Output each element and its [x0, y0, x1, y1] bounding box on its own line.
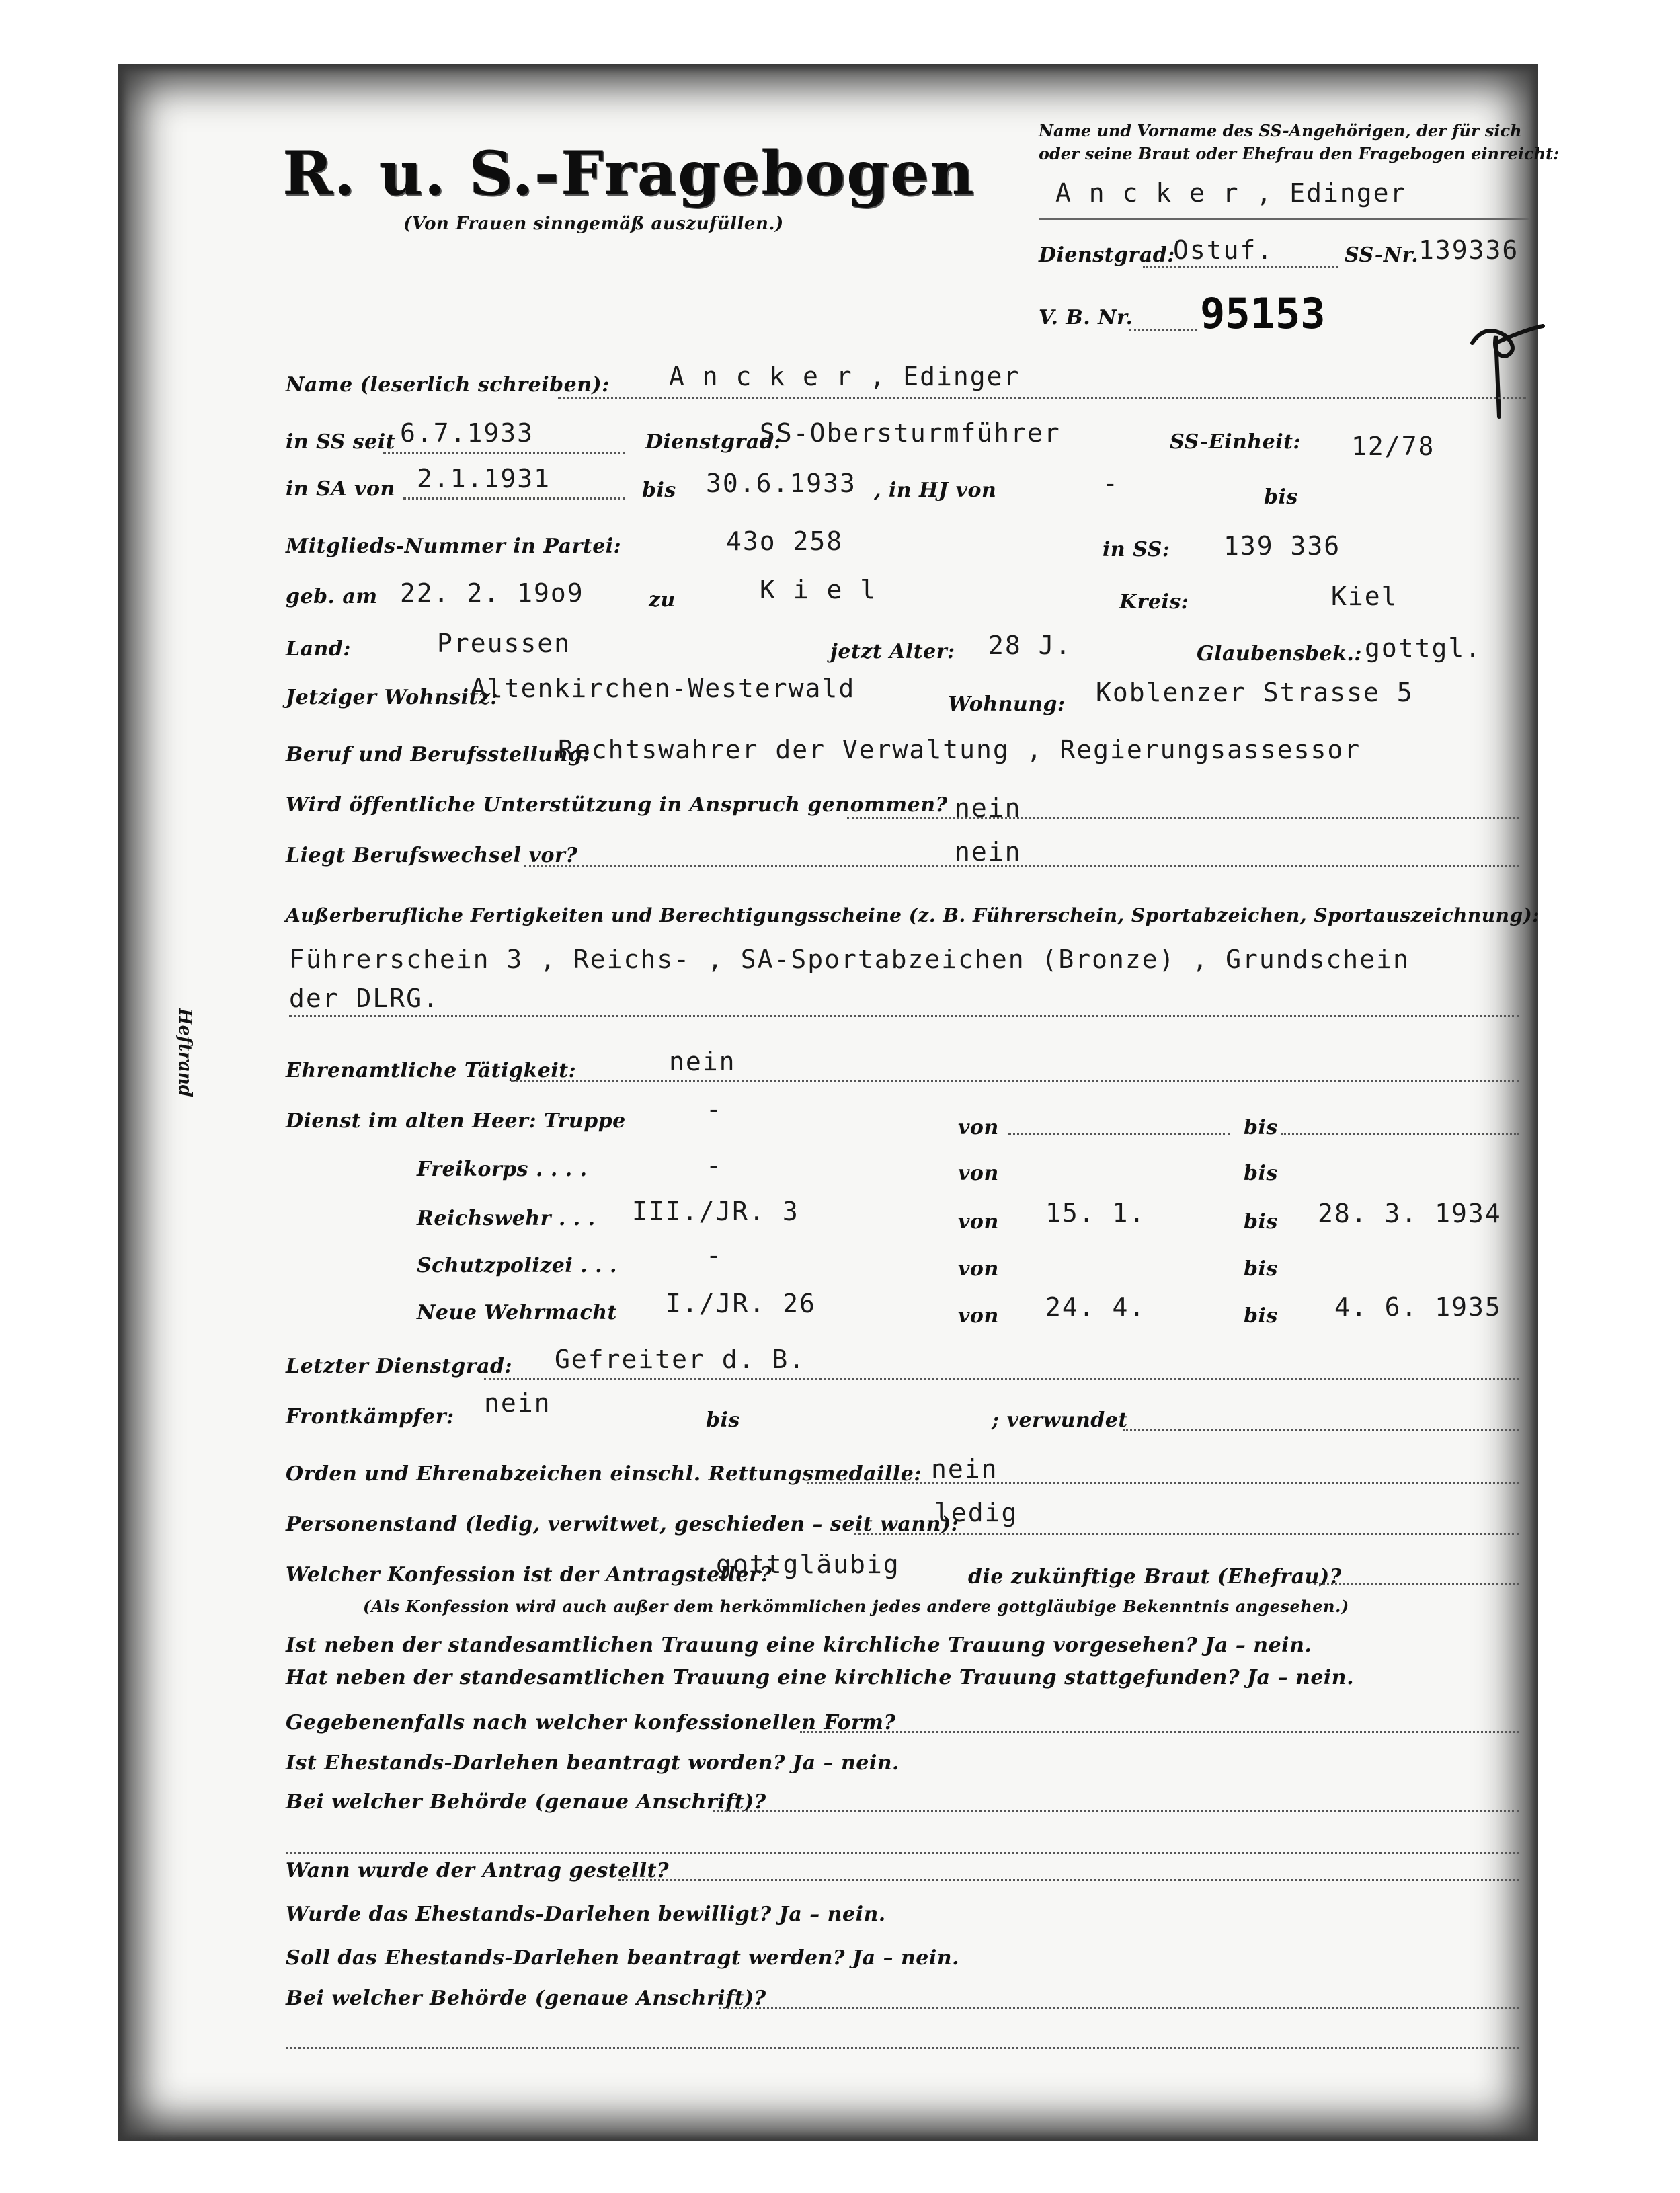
service-row4-unit: I./JR. 26: [666, 1289, 816, 1318]
dotted-line: [403, 497, 625, 500]
stand-value: ledig: [934, 1498, 1018, 1527]
name-label: Name (leserlich schreiben):: [286, 373, 610, 397]
kreis-label: Kreis:: [1119, 590, 1189, 614]
question-konfessionelle-form: Gegebenenfalls nach welcher konfessionellen Form?: [286, 1711, 896, 1735]
konfession-note: (Als Konfession wird auch außer dem herkömmlichen jedes andere gottgläubige Bekenntnis angesehen.): [363, 1597, 1349, 1616]
beruf-label: Beruf und Berufsstellung:: [286, 743, 591, 766]
hj-bis-label: bis: [1264, 485, 1298, 509]
service-row2-von: von: [958, 1210, 999, 1234]
glauben-value: gottgl.: [1365, 633, 1482, 663]
hj-label: , in HJ von: [874, 479, 997, 502]
form-subtitle: (Von Frauen sinngemäß auszufüllen.): [403, 214, 784, 234]
dotted-line: [558, 397, 1526, 399]
question-darlehen-bewilligt: Wurde das Ehestands-Darlehen bewilligt? Ja – nein.: [286, 1903, 886, 1926]
signature-mark: [1466, 316, 1546, 430]
kreis-value: Kiel: [1331, 582, 1398, 611]
service-row0-unit: -: [706, 1094, 723, 1124]
service-row4-bis: bis: [1244, 1304, 1278, 1328]
dotted-line: [1143, 266, 1338, 268]
name-value: A n c k e r , Edinger: [669, 362, 1021, 391]
fertigkeiten-line1: Führerschein 3 , Reichs- , SA-Sportabzeichen (Bronze) , Grundschein: [289, 945, 1410, 974]
question-darlehen-soll: Soll das Ehestands-Darlehen beantragt werden? Ja – nein.: [286, 1946, 960, 1970]
alter-label: jetzt Alter:: [830, 640, 955, 664]
question-kirchlich-stattgefunden: Hat neben der standesamtlichen Trauung eine kirchliche Trauung stattgefunden? Ja – nein.: [286, 1666, 1355, 1689]
service-row1-label: Freikorps . . . .: [417, 1158, 588, 1181]
berufswechsel-value: nein: [955, 837, 1022, 867]
glauben-label: Glaubensbek.:: [1197, 642, 1362, 666]
dotted-line: [1129, 329, 1197, 331]
mitglied-label: Mitglieds-Nummer in Partei:: [286, 534, 622, 558]
vbnr-value: 95153: [1200, 289, 1326, 338]
dotted-line: [847, 817, 1519, 819]
wohnsitz-value: Altenkirchen-Westerwald: [471, 674, 856, 703]
service-row3-von: von: [958, 1257, 999, 1281]
einheit-label: SS-Einheit:: [1170, 430, 1302, 454]
service-heading: Dienst im alten Heer: Truppe: [286, 1109, 626, 1133]
orden-value: nein: [931, 1454, 998, 1484]
vbnr-label: V. B. Nr.: [1039, 306, 1133, 329]
sa-label: in SA von: [286, 477, 395, 501]
fertigkeiten-line2: der DLRG.: [289, 984, 440, 1013]
wohnung-label: Wohnung:: [948, 692, 1066, 716]
front-value: nein: [484, 1388, 551, 1418]
zu-value: K i e l: [760, 575, 877, 604]
question-darlehen-beantragt: Ist Ehestands-Darlehen beantragt worden? Ja – nein.: [286, 1751, 900, 1775]
service-row2-bis: bis: [1244, 1210, 1278, 1234]
konfession-value: gottgläubig: [716, 1550, 900, 1579]
heftrand-label: Heftrand: [175, 1008, 195, 1097]
zu-label: zu: [649, 588, 676, 612]
ehrenamt-value: nein: [669, 1047, 736, 1076]
question-kirchlich-vorgesehen: Ist neben der standesamtlichen Trauung eine kirchliche Trauung vorgesehen? Ja – nein.: [286, 1634, 1312, 1657]
dotted-line: [1123, 1429, 1519, 1431]
unterstuetzung-label: Wird öffentliche Unterstützung in Anspruch genommen?: [286, 793, 948, 817]
service-row3-bis: bis: [1244, 1257, 1278, 1281]
header-dienstgrad-value: Ostuf.: [1173, 235, 1274, 265]
in-ss-value: 139 336: [1224, 531, 1341, 561]
dotted-line: [286, 1852, 1519, 1854]
header-ssnr-label: SS-Nr.: [1345, 243, 1419, 267]
dienstgrad-value: SS-Obersturmführer: [760, 418, 1061, 448]
header-ssnr-value: 139336: [1418, 235, 1519, 265]
ss-since-value: 6.7.1933: [400, 418, 534, 448]
hj-from-value: -: [1103, 469, 1119, 498]
dotted-line: [1008, 1133, 1230, 1135]
front-label: Frontkämpfer:: [286, 1405, 454, 1429]
wohnsitz-label: Jetziger Wohnsitz:: [286, 686, 499, 709]
dotted-line: [1314, 1583, 1519, 1585]
mitglied-value: 43o 258: [726, 526, 844, 556]
dotted-line: [524, 865, 1519, 867]
dotted-line: [807, 1482, 1519, 1484]
header-note-line2: oder seine Braut oder Ehefrau den Fragebogen einreicht:: [1039, 144, 1560, 163]
service-row2-to: 28. 3. 1934: [1318, 1199, 1502, 1228]
land-value: Preussen: [437, 629, 571, 658]
braut-label: die zukünftige Braut (Ehefrau)?: [968, 1565, 1342, 1589]
service-row1-von: von: [958, 1162, 999, 1185]
unterstuetzung-value: nein: [955, 793, 1022, 823]
dotted-line: [286, 2047, 1519, 2049]
dotted-line: [713, 1810, 1519, 1812]
beruf-value: Rechtswahrer der Verwaltung , Regierungsassessor: [558, 735, 1361, 764]
in-ss-label: in SS:: [1103, 538, 1170, 561]
fertigkeiten-label: Außerberufliche Fertigkeiten und Berechtigungsscheine (z. B. Führerschein, Sportabzeichen, Sportauszeichnung):: [286, 904, 1540, 926]
dotted-line: [1281, 1133, 1519, 1135]
dotted-line: [484, 1378, 1519, 1380]
header-note-line1: Name und Vorname des SS-Angehörigen, der für sich: [1039, 121, 1522, 141]
service-row2-from: 15. 1.: [1045, 1198, 1146, 1228]
service-row1-bis: bis: [1244, 1162, 1278, 1185]
berufswechsel-label: Liegt Berufswechsel vor?: [286, 844, 578, 867]
header-name-line: [1039, 218, 1529, 220]
service-row4-from: 24. 4.: [1045, 1292, 1146, 1322]
dotted-line: [618, 1879, 1519, 1881]
service-row2-label: Reichswehr . . .: [417, 1207, 596, 1230]
stand-label: Personenstand (ledig, verwitwet, geschieden – seit wann):: [286, 1513, 959, 1536]
form-title: R. u. S.-Fragebogen: [282, 138, 975, 209]
dotted-line: [289, 1015, 1519, 1017]
header-dienstgrad-label: Dienstgrad:: [1039, 243, 1175, 267]
dotted-line: [800, 1731, 1519, 1733]
dienstgrad-label: Dienstgrad:: [645, 430, 782, 454]
ss-since-label: in SS seit: [286, 430, 395, 454]
service-row4-label: Neue Wehrmacht: [417, 1301, 617, 1324]
service-row4-to: 4. 6. 1935: [1334, 1292, 1502, 1322]
wohnung-value: Koblenzer Strasse 5: [1096, 678, 1414, 707]
sa-from-value: 2.1.1931: [417, 464, 551, 493]
service-row2-unit: III./JR. 3: [632, 1197, 799, 1226]
service-row3-unit: -: [706, 1240, 723, 1270]
dotted-line: [383, 452, 625, 454]
service-row3-label: Schutzpolizei . . .: [417, 1254, 617, 1277]
dotted-line: [854, 1533, 1519, 1535]
land-label: Land:: [286, 637, 351, 661]
sa-bis-label: bis: [642, 479, 676, 502]
question-behoerde-1: Bei welcher Behörde (genaue Anschrift)?: [286, 1790, 766, 1814]
verwundet-label: ; verwundet: [992, 1408, 1128, 1432]
service-row1-unit: -: [706, 1151, 723, 1181]
alter-value: 28 J.: [988, 631, 1072, 660]
geb-value: 22. 2. 19o9: [400, 578, 584, 608]
service-row0-von: von: [958, 1116, 999, 1140]
letzter-value: Gefreiter d. B.: [555, 1345, 806, 1374]
service-row4-von: von: [958, 1304, 999, 1328]
header-applicant-name: A n c k e r , Edinger: [1055, 178, 1407, 208]
einheit-value: 12/78: [1351, 432, 1435, 461]
front-bis-label: bis: [706, 1408, 740, 1432]
question-behoerde-2: Bei welcher Behörde (genaue Anschrift)?: [286, 1987, 766, 2010]
dotted-line: [511, 1080, 1519, 1082]
orden-label: Orden und Ehrenabzeichen einschl. Rettungsmedaille:: [286, 1462, 922, 1486]
sa-to-value: 30.6.1933: [706, 469, 856, 498]
konfession-label: Welcher Konfession ist der Antragsteller?: [286, 1563, 772, 1587]
question-antrag-gestellt: Wann wurde der Antrag gestellt?: [286, 1859, 670, 1882]
geb-label: geb. am: [286, 585, 378, 608]
ehrenamt-label: Ehrenamtliche Tätigkeit:: [286, 1059, 577, 1082]
letzter-label: Letzter Dienstgrad:: [286, 1355, 513, 1378]
dotted-line: [719, 2007, 1519, 2009]
service-row0-bis: bis: [1244, 1116, 1278, 1140]
